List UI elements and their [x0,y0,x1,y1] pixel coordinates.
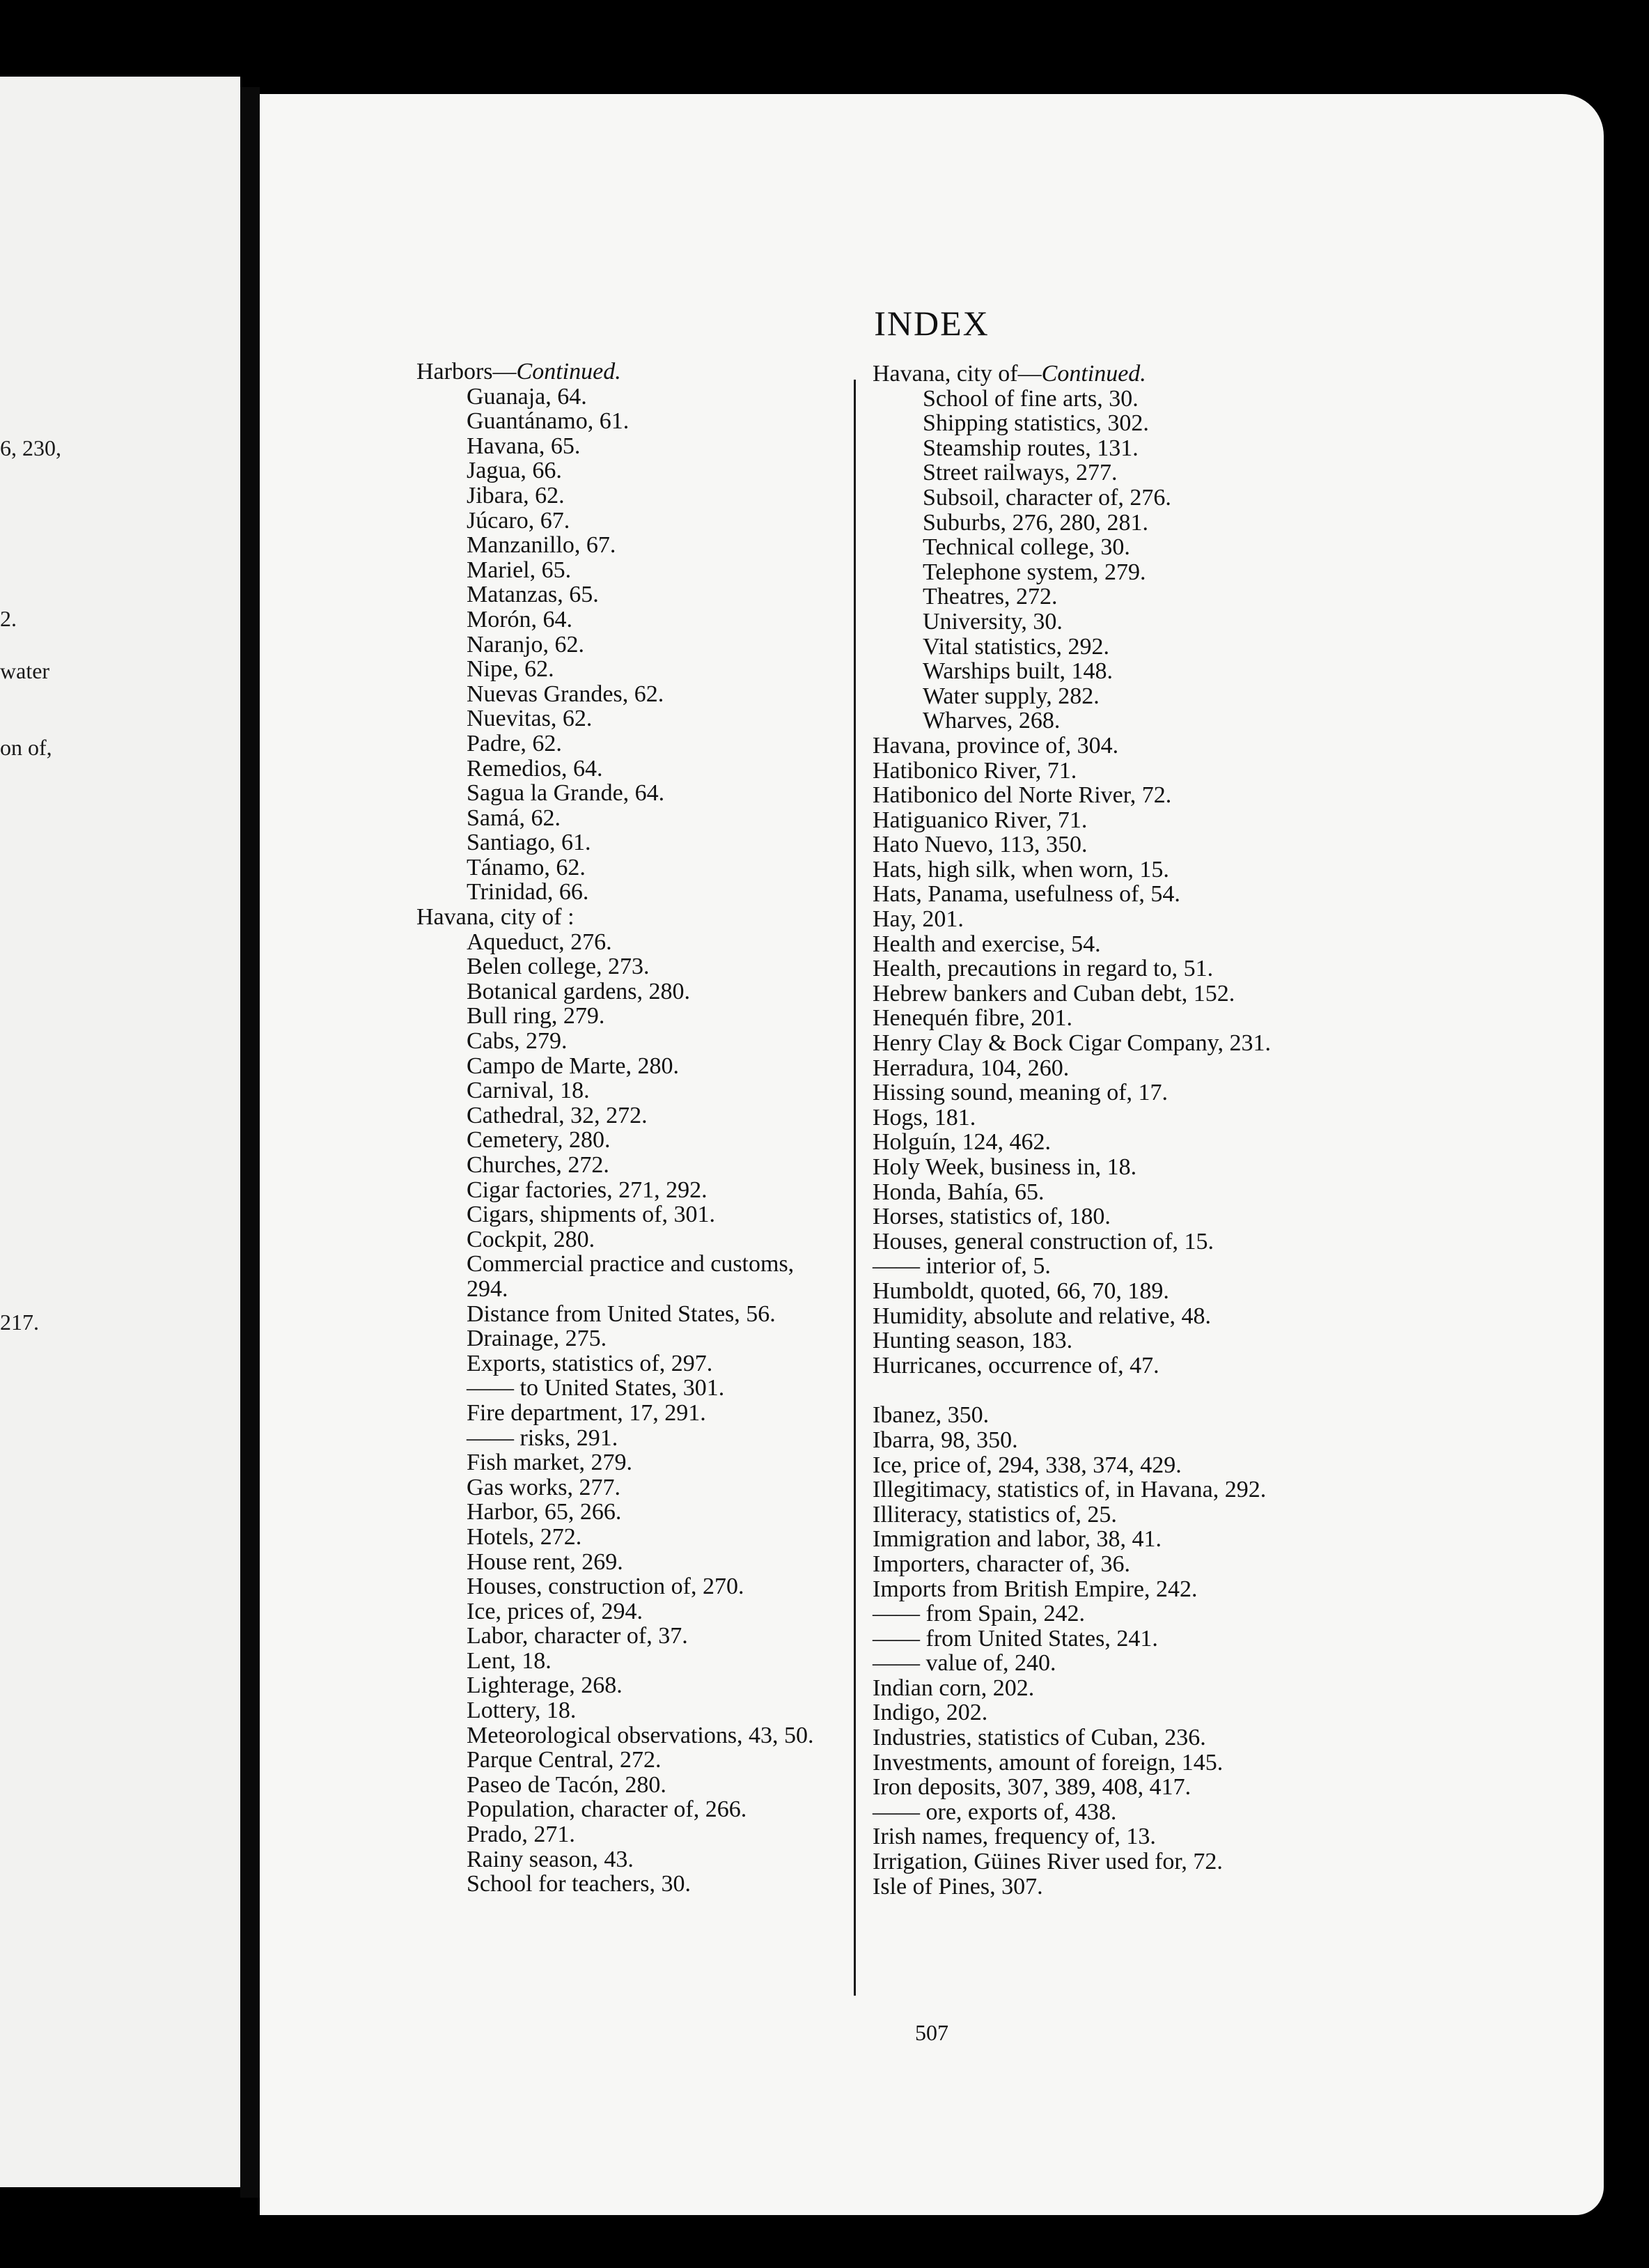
index-column-right [873,362,1562,1899]
index-entry [873,1477,1562,1502]
index-entry-text: Mariel, 65. [467,557,572,583]
index-entry-text: Steamship routes, 131. [923,435,1139,461]
index-subentry [873,659,1562,684]
index-entry-text: Trinidad, 66. [467,879,589,906]
index-entry-text: Hatibonico River, 71. [873,757,1077,784]
index-entry-text: Gas works, 277. [467,1474,620,1500]
index-entry-text: Matanzas, 65. [467,582,599,608]
index-entry-text: Ibanez, 350. [873,1402,990,1429]
index-entry-text: Campo de Marte, 280. [467,1053,679,1079]
index-entry-text: Belen college, 273. [467,954,650,980]
index-entry-text: Labor, character of, 37. [467,1623,688,1649]
index-entry [873,1080,1562,1105]
index-subentry [873,436,1562,461]
index-entry-text: Holy Week, business in, 18. [873,1154,1137,1180]
index-entry [873,882,1562,907]
index-entry-text: Water supply, 282. [923,683,1100,709]
page-title: INDEX [874,304,990,343]
index-entry [873,1874,1562,1900]
index-entry-text: Population, character of, 266. [467,1796,747,1823]
index-entry [873,981,1562,1007]
index-entry-text: Hebrew bankers and Cuban debt, 152. [873,980,1235,1007]
previous-page-fragment: water [0,658,50,683]
index-entry [873,808,1562,833]
index-entry-text: Indian corn, 202. [873,1675,1035,1701]
index-entry [873,956,1562,981]
index-entry-text: Cigars, shipments of, 301. [467,1202,715,1228]
index-entry [873,1056,1562,1081]
index-entry-text: Street railways, 277. [923,460,1118,486]
index-entry-text: Horses, statistics of, 180. [873,1204,1111,1230]
index-entry-text: Havana, city of— [873,361,1042,387]
index-entry [873,1775,1562,1800]
index-subentry [873,486,1562,511]
index-entry-text: —— value of, 240. [873,1650,1056,1677]
index-entry-text: Lighterage, 268. [467,1672,623,1699]
index-entry [873,1254,1562,1279]
index-entry-text: Irrigation, Güines River used for, 72. [873,1849,1223,1875]
index-entry [873,1824,1562,1849]
index-entry-text: Rainy season, 43. [467,1846,634,1872]
index-entry-text: Houses, general construction of, 15. [873,1228,1214,1255]
index-entry-text: Hissing sound, meaning of, 17. [873,1080,1169,1106]
index-entry [873,1229,1562,1255]
index-entry-text: Iron deposits, 307, 389, 408, 417. [873,1774,1191,1801]
page-number: 507 [915,2020,948,2045]
index-entry-text: Drainage, 275. [467,1326,607,1352]
index-entry-text: Fire department, 17, 291. [467,1399,706,1426]
index-entry-text: Harbor, 65, 266. [467,1499,622,1525]
index-entry-text: —— to United States, 301. [467,1375,725,1401]
index-entry [873,362,1562,387]
index-entry-text: Hay, 201. [873,906,964,933]
index-entry-text: Cabs, 279. [467,1028,568,1055]
index-entry-text: Subsoil, character of, 276. [923,484,1171,511]
index-entry [873,1725,1562,1750]
index-entry [873,1403,1562,1428]
index-entry-text: Santiago, 61. [467,830,591,856]
index-entry [873,1502,1562,1528]
index-subentry [873,387,1562,412]
index-entry [873,1601,1562,1626]
index-entry-text: Shipping statistics, 302. [923,410,1149,437]
index-entry-text: Hotels, 272. [467,1523,582,1550]
index-entry-text: Nuevitas, 62. [467,706,593,732]
index-entry-text: Guantánamo, 61. [467,408,630,435]
index-entry-text: Jagua, 66. [467,458,562,484]
index-entry-text: Illegitimacy, statistics of, in Havana, 292. [873,1477,1267,1503]
index-entry-text: Ibarra, 98, 350. [873,1427,1018,1453]
index-entry-text: Hatibonico del Norte River, 72. [873,782,1172,809]
index-gap [873,1378,1562,1403]
index-entry-text: Holguín, 124, 462. [873,1129,1051,1156]
index-entry-text: Herradura, 104, 260. [873,1055,1070,1081]
index-entry-text: Cockpit, 280. [467,1226,595,1252]
index-entry-text: Hats, high silk, when worn, 15. [873,856,1169,883]
index-entry-text: Jibara, 62. [467,482,565,508]
index-entry-text: Prado, 271. [467,1822,575,1848]
index-entry-text: Telephone system, 279. [923,559,1146,585]
index-entry [873,1577,1562,1602]
index-entry-text: Lottery, 18. [467,1698,577,1724]
index-entry [873,1105,1562,1131]
index-entry-text: Distance from United States, 56. [467,1300,776,1327]
index-entry-text: Health, precautions in regard to, 51. [873,956,1214,982]
index-entry-text: Illiteracy, statistics of, 25. [873,1501,1117,1528]
index-entry-text: Churches, 272. [467,1152,609,1178]
index-entry-text: Imports from British Empire, 242. [873,1576,1198,1602]
index-entry-text: Lent, 18. [467,1647,552,1674]
index-entry-text: Júcaro, 67. [467,507,570,534]
previous-page-fragment: 2. [0,606,17,631]
index-entry-text: Samá, 62. [467,805,561,831]
index-entry-text: Indigo, 202. [873,1700,988,1726]
index-entry-text: Guanaja, 64. [467,383,587,410]
index-entry-text: Hatiguanico River, 71. [873,807,1088,833]
book-spine [240,87,260,2198]
index-entry [873,1353,1562,1378]
index-subentry [873,635,1562,660]
index-entry-text: —— from Spain, 242. [873,1601,1086,1627]
index-entry-text: Remedios, 64. [467,755,603,782]
index-entry [873,1328,1562,1353]
index-entry [873,1651,1562,1676]
index-subentry [873,411,1562,436]
index-entry-text: Irish names, frequency of, 13. [873,1824,1156,1850]
index-entry [873,907,1562,932]
index-subentry [873,535,1562,560]
index-entry-text: —— ore, exports of, 438. [873,1799,1117,1825]
index-entry-text: Hato Nuevo, 113, 350. [873,832,1088,858]
index-entry-text: —— from United States, 241. [873,1625,1158,1652]
index-subentry [873,708,1562,733]
index-entry-text: Tánamo, 62. [467,854,586,880]
index-entry-text: Meteorological observations, 43, 50. [467,1722,814,1748]
index-entry-text: Henry Clay & Bock Cigar Company, 231. [873,1030,1271,1057]
index-entry [873,733,1562,759]
index-entry-text: University, 30. [923,608,1063,635]
index-entry-text: —— risks, 291. [467,1424,618,1451]
index-entry-text: Naranjo, 62. [467,631,585,658]
index-entry-text: Hurricanes, occurrence of, 47. [873,1352,1159,1378]
index-entry [873,1626,1562,1652]
index-entry-text: Botanical gardens, 280. [467,978,691,1004]
index-entry-text: Humidity, absolute and relative, 48. [873,1303,1211,1329]
index-entry-text: Bull ring, 279. [467,1003,605,1030]
index-entry [873,1180,1562,1205]
index-entry-text: Morón, 64. [467,606,573,632]
index-entry-text: Importers, character of, 36. [873,1551,1131,1577]
index-entry-text: Houses, construction of, 270. [467,1574,744,1600]
index-entry-text: Hogs, 181. [873,1104,976,1131]
index-entry [873,1453,1562,1478]
index-entry [873,1527,1562,1552]
index-entry-text: Fish market, 279. [467,1450,632,1476]
index-entry [873,1428,1562,1453]
index-entry-text: Exports, statistics of, 297. [467,1350,713,1376]
index-entry-text: Suburbs, 276, 280, 281. [923,509,1148,536]
index-entry-text: Commercial practice and customs, [467,1251,795,1277]
index-entry-text: Immigration and labor, 38, 41. [873,1526,1162,1553]
index-entry [873,1031,1562,1056]
index-entry-text: Nuevas Grandes, 62. [467,681,664,707]
index-entry-text: Health and exercise, 54. [873,931,1101,957]
index-entry-text: Henequén fibre, 201. [873,1005,1073,1032]
index-subentry [873,584,1562,609]
index-entry-text: Investments, amount of foreign, 145. [873,1749,1224,1776]
index-entry-text: Hats, Panama, usefulness of, 54. [873,881,1180,908]
index-entry-text: Cathedral, 32, 272. [467,1102,648,1128]
index-entry-text: Industries, statistics of Cuban, 236. [873,1725,1206,1751]
index-entry-text: Aqueduct, 276. [467,929,612,955]
index-entry [873,1006,1562,1031]
index-subentry [873,684,1562,709]
previous-page [0,77,240,2187]
index-subentry [873,460,1562,486]
index-entry-text: Paseo de Tacón, 280. [467,1771,666,1798]
index-entry-text: Nipe, 62. [467,656,554,683]
index-entry [873,1155,1562,1180]
index-entry-text: Padre, 62. [467,730,562,756]
previous-page-fragment: on of, [0,735,52,760]
index-entry-text: Isle of Pines, 307. [873,1873,1043,1900]
index-entry [873,1552,1562,1577]
index-entry-text: Warships built, 148. [923,658,1113,685]
index-entry [873,832,1562,857]
index-entry [873,857,1562,883]
index-entry [873,1130,1562,1155]
index-entry-text: Theatres, 272. [923,584,1058,610]
index-entry-text: Ice, price of, 294, 338, 374, 429. [873,1452,1182,1478]
index-entry [873,1800,1562,1825]
index-entry-text: Vital statistics, 292. [923,633,1110,660]
index-entry-text: Cemetery, 280. [467,1127,611,1154]
index-entry [873,1750,1562,1776]
index-entry-text: 294. [467,1275,508,1302]
index-entry [873,1204,1562,1229]
index-entry [873,932,1562,957]
index-entry-text: Carnival, 18. [467,1078,590,1104]
index-entry-text: Technical college, 30. [923,534,1130,561]
index-entry [873,1304,1562,1329]
continued-label: Continued. [1041,361,1146,387]
index-entry-text: Honda, Bahía, 65. [873,1179,1045,1205]
index-entry-text: School for teachers, 30. [467,1871,691,1897]
index-entry [873,759,1562,784]
index-entry-text: School of fine arts, 30. [923,385,1139,412]
index-entry-text: Parque Central, 272. [467,1747,662,1773]
index-entry-text: Havana, 65. [467,433,581,459]
index-entry-text: —— interior of, 5. [873,1253,1051,1280]
index-entry-text: Wharves, 268. [923,708,1061,734]
index-entry-text: Havana, province of, 304. [873,732,1119,759]
index-entry-text: Hunting season, 183. [873,1328,1073,1354]
index-entry [873,1849,1562,1874]
previous-page-fragment: 217. [0,1310,39,1335]
index-entry-text: House rent, 269. [467,1548,623,1575]
index-entry-text: Cigar factories, 271, 292. [467,1176,708,1203]
index-entry-text: Manzanillo, 67. [467,532,616,559]
index-entry-text: Humboldt, quoted, 66, 70, 189. [873,1277,1169,1304]
index-entry [873,1700,1562,1725]
index-subentry [873,609,1562,635]
index-entry-text: Ice, prices of, 294. [467,1598,643,1624]
index-entry [873,1279,1562,1304]
index-entry-text: Havana, city of : [416,904,575,931]
index-entry [873,783,1562,808]
index-entry-text: Sagua la Grande, 64. [467,780,665,807]
index-subentry [873,511,1562,536]
index-entry [873,1676,1562,1701]
continued-label: Continued. [516,359,621,385]
index-page [260,94,1604,2215]
previous-page-fragment: 6, 230, [0,435,61,460]
index-subentry [873,560,1562,585]
index-entry-text: Harbors— [416,359,517,385]
